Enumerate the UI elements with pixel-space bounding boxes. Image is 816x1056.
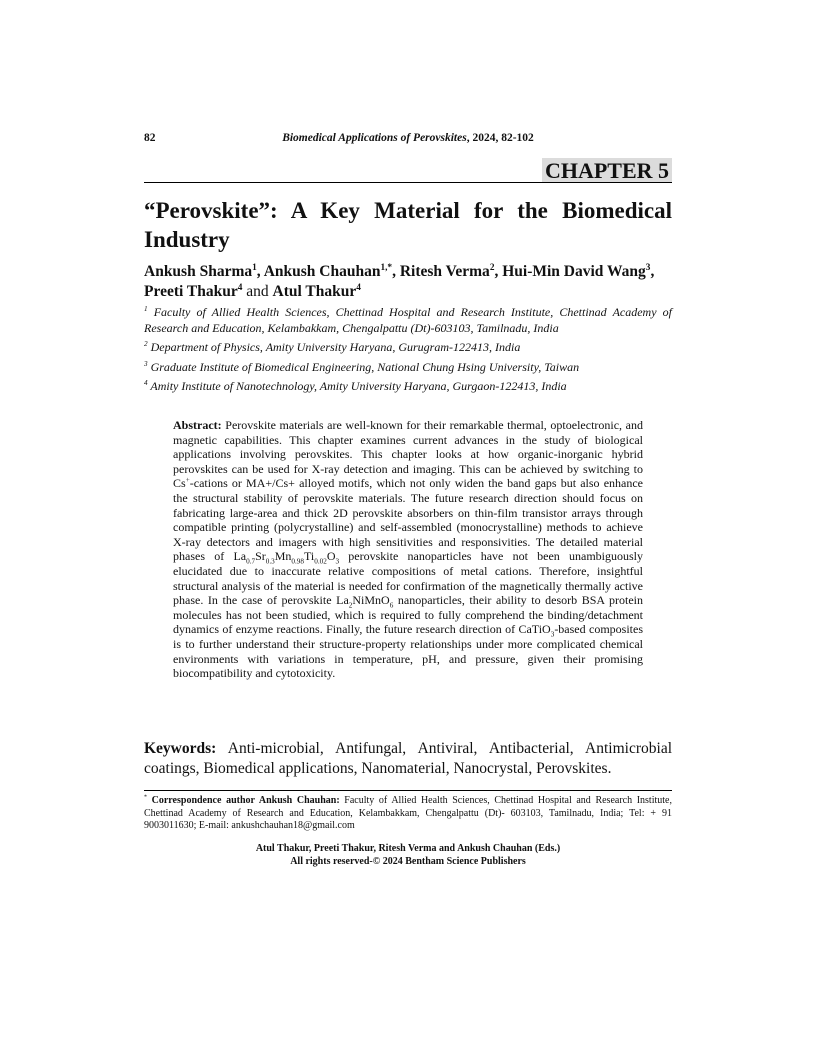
- keywords-label: Keywords:: [144, 740, 217, 757]
- page-number: 82: [144, 132, 156, 144]
- rights-line: All rights reserved-© 2024 Bentham Science Publishers: [290, 855, 526, 867]
- journal-name: Biomedical Applications of Perovskites: [282, 132, 467, 144]
- running-header: [144, 132, 672, 148]
- author-list: Ankush Sharma$^1$, Ankush Chauhan$^{1,*}$, Ritesh Verma$^2$, Hui-Min David Wang$^3$, Preeti Thakur$^4$ and Atul Thakur$^4$: [144, 262, 655, 300]
- editors-line: Atul Thakur, Preeti Thakur, Ritesh Verma and Ankush Chauhan (Eds.): [255, 843, 561, 854]
- chapter-rule: [144, 182, 672, 183]
- chemical-formula: $La_{0.7}Sr_{0.3}Mn_{0.98}Ti_{0.02}O_3$: [233, 549, 340, 566]
- chapter-title: “Perovskite”: A Key Material for the Biomedical Industry: [144, 198, 672, 252]
- author-name: Ankush Sharma: [144, 263, 253, 280]
- publisher-footer: [144, 843, 672, 869]
- author-affiliation-mark: 4: [356, 282, 361, 293]
- author-name: Preeti Thakur: [144, 283, 238, 300]
- footnote-rule: [144, 790, 672, 791]
- author-name: Ritesh Verma: [399, 263, 490, 280]
- affiliation: $^3$ Graduate Institute of Biomedical Engineering, National Chung Hsing University, Taiwan: [144, 359, 580, 374]
- affiliation: $^2$ Department of Physics, Amity University Haryana, Gurugram-122413, India: [144, 340, 521, 354]
- author-affiliation-mark: 3: [645, 262, 651, 273]
- affiliation-list: [144, 305, 672, 399]
- correspondence-footnote: * Correspondence author Ankush Chauhan: Faculty of Allied Health Sciences, Chettinad Hospital and Research Institute, Chettinad Academy of Research and Education, Kelambakkam, Chengalpattu (Dt)- 603103, Tamilnadu, India; Tel: + 91 9003011630; E-mail: ankushchauhan18@gmail.com: [144, 794, 672, 832]
- journal-volume-pages: , 2024, 82-102: [466, 132, 534, 144]
- author-affiliation-mark: 4: [237, 282, 243, 293]
- author-name: Ankush Chauhan: [263, 263, 381, 280]
- chemical-formula: CaTiO$_3$: [518, 622, 555, 639]
- journal-citation: [144, 132, 672, 144]
- abstract: Abstract: Perovskite materials are well-known for their remarkable thermal, optoelectronic, and magnetic capabilities. This chapter examines current advances in the study of biological applications involving perovskites. This chapter looks at how organic-inorganic hybrid perovskites can be used for X-ray detection and imaging. This can be achieved by switching to Cs+-cations or MA+/Cs+ alloyed motifs, which not only widen the band gaps but also enhance the structural stability of perovskite materials. The future research direction should focus on fabricating large-area and thick 2D perovskite absorbers on thin-film transistor arrays through compatible printing (polycrystalline) and self-assembled (monocrystalline) methods to achieve X-ray detectors and imagers with high sensitivities and responsivities. The detailed material phases of $La_{0.7}Sr_{0.3}Mn_{0.98}Ti_{0.02}O_3$ perovskite nanoparticles have not been unambiguously elucidated due to inaccurate relative compositions of metal cations. Therefore, insightful structural analysis of the material is needed for confirmation of the magnetically thermally active phase. In the case of perovskite $La_2NiMnO_6$ nanoparticles, their ability to desorb BSA protein molecules has not been studied, which is required to fully comprehend the binding/detachment dynamics of enzyme reactions. Finally, the future research direction of CaTiO$_3$-based composites is to further understand their structure-property relationships under more complicated chemical environments with variations in temperature, pH, and pressure, given their promising biocompatibility and cytotoxicity.: [173, 418, 644, 681]
- abstract-label: Abstract:: [173, 418, 222, 432]
- keywords: Keywords: Anti-microbial, Antifungal, Antiviral, Antibacterial, Antimicrobial coatings, Biomedical applications, Nanomaterial, Nanocrystal, Perovskites.: [144, 740, 672, 777]
- author-name: Hui-Min David Wang: [502, 263, 646, 280]
- author-name: Atul Thakur: [272, 283, 357, 300]
- author-affiliation-mark: 2: [489, 262, 495, 273]
- affiliation: $^4$ Amity Institute of Nanotechnology, Amity University Haryana, Gurgaon-122413, India: [144, 379, 567, 393]
- author-affiliation-mark: 1: [252, 262, 257, 273]
- author-affiliation-mark: 1,*: [380, 262, 393, 273]
- chemical-formula: $La_2NiMnO_6$: [336, 593, 394, 610]
- chapter-label: CHAPTER 5: [542, 158, 672, 183]
- affiliation: $^1$ Faculty of Allied Health Sciences, Chettinad Hospital and Research Institute, Chettinad Academy of Research and Education, Kelambakkam, Chengalpattu (Dt)-603103, Tamilnadu, India: [144, 305, 672, 335]
